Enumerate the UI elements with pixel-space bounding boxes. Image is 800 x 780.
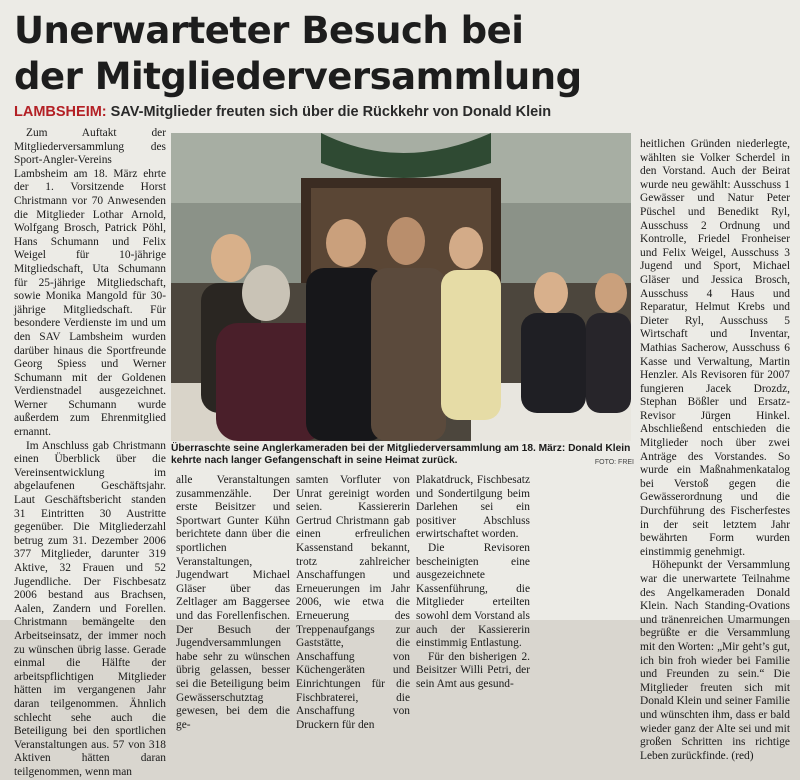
paragraph: Zum Auftakt der Mitgliederversammlung des Sport-Angler-Vereins Lambsheim am 18. März ehrte der 1. Vorsitzende Horst Christmann vor 70 Anwesenden die Mitglieder Lothar Arnold, Wolfgang Brosch, Patrick Pöhl, Hans Schumann und Felix Weigel für 10-jährige Mitgliedschaft, Uta Schumann für 25-jährige Mitgliedschaft, sowie Monika Mangold für 30-jährige Mitgliedschaft. Für besondere Verdienste im und um den SAV Lambsheim wurden darüber hinaus die Sportfreunde Georg Spiess und Werner Schumann mit der Goldenen Verdienstnadel ausgezeichnet. Werner Schumann wurde außerdem zum Ehrenmitglied ernannt. xyxy=(14,127,166,439)
column-3 xyxy=(296,474,410,731)
paragraph: Höhepunkt der Versammlung war die unerwartete Teilnahme des Angelkameraden Donald Klein. Nach Standing-Ovations und tränenreichen Umarmungen begrüßte er die Versammlung mit den Worten: „Mir geht’s gut, ich bin froh wieder bei Familie und Freunden zu sein.“ Die Mitglieder freuten sich mit Donald Klein und seiner Familie und wünschten ihm, dass er bald wieder ganz der Alte sei und mit großen Schritten ins richtige Leben zurückfinde. (red) xyxy=(640,559,790,762)
column-5 xyxy=(640,138,790,762)
column-4 xyxy=(416,474,530,690)
paragraph: heitlichen Gründen niederlegte, wählten sie Volker Scherdel in den Vorstand. Auch der Beirat wurde neu gewählt: Ausschuss 1 Gewässer und Natur Peter Püschel und Benedikt Ryl, Ausschuss 2 Ordnung und Kontrolle, Friedel Fronheiser und Felix Weigel, Ausschuss 3 Jugend und Sport, Michael Gläser und Jessica Brosch, Ausschuss 4 Haus und Reparatur, Helmut Krebs und Dieter Ryl, Ausschuss 5 Wirtschaft und Inventar, Mathias Sacherow, Ausschuss 6 Kasse und Verwaltung, Martin Henzler. Als Revisoren für 2007 fungieren Jacek Drozdz, Stephan Bößler und Ersatz-Revisor Jürgen Hinkel. Abschließend entschieden die Mitglieder noch über zwei Anträge des Vorstandes. So wurde ein Maßnahmenkatalog bei Verstoß gegen die Gewässerordnung und die Durchführung des Fischerfestes in der seit letztem Jahr bewährten Form wurden einstimmig genehmigt. xyxy=(640,138,790,558)
paragraph: Plakatdruck, Fischbesatz und Sondertilgung beim Darlehen sei ein positiver Abschluss erwirtschaftet worden. xyxy=(416,474,530,541)
column-2 xyxy=(176,474,290,731)
article-photo xyxy=(171,133,631,441)
headline-line-2: der Mitgliederversammlung xyxy=(14,55,582,98)
photo-caption: Überraschte seine Anglerkameraden bei der Mitgliederversammlung am 18. März: Donald Klein kehrte nach langer Gefangenschaft in seine Heimat zurück. xyxy=(171,443,631,466)
dateline-location: LAMBSHEIM: xyxy=(14,104,107,120)
paragraph: samten Vorfluter von Unrat gereinigt worden seien. Kassiererin Gertrud Christmann gab einen erfreulichen Kassenstand bekannt, trotz zahlreicher Anschaffungen und Erneuerungen im Jahr 2006, wie etwa die Erneuerung des Treppenaufgangs zur Gaststätte, die Anschaffung von Küchengeräten und Einrichtungen für die Fischbraterei, die Anschaffung von Druckern für den xyxy=(296,474,410,731)
photo-credit: FOTO: FREI xyxy=(594,459,634,466)
paragraph: Für den bisherigen 2. Beisitzer Willi Petri, der sein Amt aus gesund- xyxy=(416,650,530,690)
subheadline xyxy=(14,104,634,120)
column-1 xyxy=(14,127,166,778)
headline-line-1: Unerwarteter Besuch bei xyxy=(14,9,524,52)
headline xyxy=(14,8,614,100)
photo-illustration xyxy=(171,133,631,441)
paragraph: Die Revisoren bescheinigten eine ausgezeichnete Kassenführung, die Mitglieder erteilten sowohl dem Vorstand als auch der Kassiererin einstimmig Entlastung. xyxy=(416,541,530,650)
paragraph: alle Veranstaltungen zusammenzähle. Der erste Beisitzer und Sportwart Gunter Kühn berichtete dann über die sportlichen Veranstaltungen, Jugendwart Michael Gläser über das Zeltlager am Baggersee und das Forellenfischen. Der Besuch der Jugendversammlungen habe sehr zu wünschen übrig gelassen, besser sei die Beteiligung beim Gewässerschutztag gewesen, bei dem die ge- xyxy=(176,474,290,731)
paragraph: Im Anschluss gab Christmann einen Überblick über die Vereinsentwicklung im abgelaufenen Geschäftsjahr. Laut Geschäftsbericht standen 31 Eintritten 30 Austritte gegenüber. Die Mitgliederzahl betrug zum 31. Dezember 2006 377 Mitglieder, darunter 319 Aktive, 32 Frauen und 52 Jugendliche. Der Fischbesatz 2006 bestand aus Brachsen, Aalen, Zandern und Forellen. Christmann bemängelte den Arbeitseinsatz, der immer noch zu wünschen übrig lasse. Gerade einmal die Hälfte der arbeitspflichtigen Mitglieder hätten im vergangenen Jahr daran teilgenommen. Ähnlich schlecht sehe auch die Beteiligung bei den sportlichen Veranstaltungen aus. 57 von 318 Aktiven hätten daran teilgenommen, wenn man xyxy=(14,439,166,778)
subtitle: SAV-Mitglieder freuten sich über die Rückkehr von Donald Klein xyxy=(110,104,552,120)
